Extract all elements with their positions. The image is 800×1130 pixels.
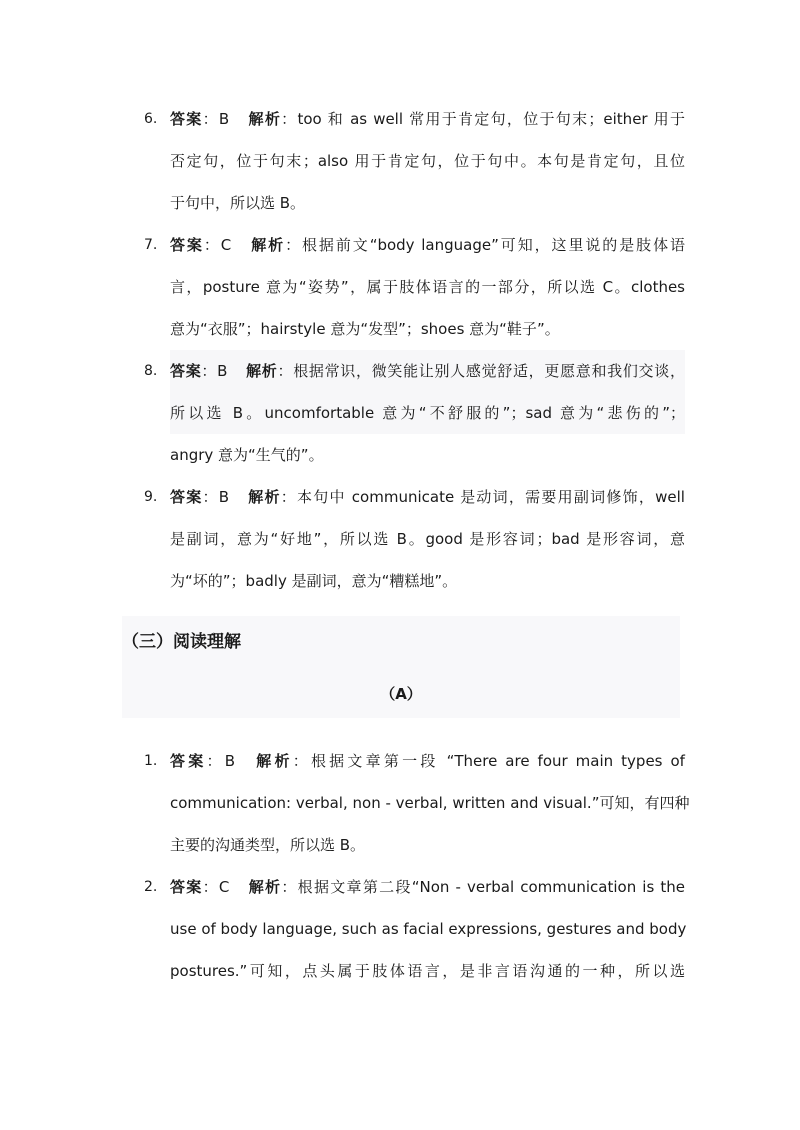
- section-header: [122, 616, 680, 718]
- analysis-text: postures.”可知，点头属于肢体语言，是非言语沟通的一种，所以选: [170, 962, 685, 980]
- item-number: 8.: [144, 363, 158, 379]
- item-number: 7.: [144, 237, 158, 253]
- analysis-text: 根据前文“body language”可知，这里说的是肢体语: [302, 236, 685, 254]
- analysis-text: communication: verbal, non - verbal, written and visual.”可知，有四种: [170, 794, 690, 812]
- answer-value: B: [218, 110, 230, 128]
- answer-label: 答案: [170, 752, 207, 770]
- analysis-text: 根据文章第二段“Non - verbal communication is the: [297, 878, 685, 896]
- item-number: 6.: [144, 111, 158, 127]
- answer-value: B: [224, 752, 235, 770]
- answer-value: C: [218, 878, 230, 896]
- analysis-text: 为“坏的”；badly 是副词，意为“糟糕地”。: [170, 572, 458, 590]
- analysis-text: 言，posture 意为“姿势”，属于肢体语言的一部分，所以选 C。clothes: [170, 278, 685, 296]
- analysis-text: 主要的沟通类型，所以选 B。: [170, 836, 366, 854]
- analysis-text: 根据文章第一段 “There are four main types of: [310, 752, 685, 770]
- answer-label: 答案: [170, 878, 203, 896]
- analysis-label: 解析: [247, 488, 281, 506]
- item-number: 1.: [144, 753, 158, 769]
- analysis-label: 解析: [253, 752, 293, 770]
- analysis-text: 根据常识，微笑能让别人感觉舒适，更愿意和我们交谈，: [293, 362, 685, 380]
- analysis-label: 解析: [249, 236, 286, 254]
- analysis-label: 解析: [245, 362, 278, 380]
- answer-label: 答案: [170, 488, 203, 506]
- answer-label: 答案: [170, 362, 202, 380]
- answer-value: B: [217, 362, 228, 380]
- analysis-text: 本句中 communicate 是动词，需要用副词修饰，well: [297, 488, 685, 506]
- answer-value: B: [218, 488, 230, 506]
- analysis-text: too 和 as well 常用于肯定句，位于句末；either 用于: [297, 110, 685, 128]
- document-page: 6. 答案：B 解析：too 和 as well 常用于肯定句，位于句末；either 用于 否定句，位于句末；also 用于肯定句，位于句中。本句是肯定句，且位 于句中，所以选 B。 7. 答案：C 解析：根据前文“body language”可知，这里说的是肢体语 言，posture 意为“姿势”，属于肢体语言的一部分，所以选 C。clothes 意为“衣服”；hairstyle 意为“发型”；shoes 意为“鞋子”。 8. 答案：B 解析：根据常识，微笑能让别人感觉舒适，更愿意和我们交谈， 所以选 B。uncomfortable 意为“不舒服的”；sad 意为“悲伤的”； angry 意为“生气的”。 9. 答案：B 解析：本句中 communicate 是动词，需要用副词修饰，well 是副词，意为“好地”，所以选 B。good 是形容词；bad 是形容词，意 为“坏的”；badly 是副词，意为“糟糕地”。 （三）阅读理解 （A） 1. 答案：B 解析：根据文章第一段 “There are four main types of communication: verbal, non - verbal, written and visual.”可知，有四种 主要的沟通类型，所以选 B。 2. 答案：C 解析：根据文章第二段“Non - verbal communication is the use of body language, such as facial expressions, gestures and body postures.”可知，点头属于肢体语言，是非言语沟通的一种，所以选: [0, 0, 800, 1130]
- section-title: （三）阅读理解: [122, 632, 241, 652]
- analysis-text: angry 意为“生气的”。: [170, 446, 324, 464]
- item-number: 2.: [144, 879, 158, 895]
- item-number: 9.: [144, 489, 158, 505]
- analysis-text: 是副词，意为“好地”，所以选 B。good 是形容词；bad 是形容词，意: [170, 530, 685, 548]
- analysis-text: 于句中，所以选 B。: [170, 194, 306, 212]
- passage-title: （A）: [380, 685, 422, 703]
- analysis-text: 意为“衣服”；hairstyle 意为“发型”；shoes 意为“鞋子”。: [170, 320, 560, 338]
- analysis-text: use of body language, such as facial expressions, gestures and body: [170, 920, 687, 938]
- answer-label: 答案: [170, 110, 203, 128]
- answer-label: 答案: [170, 236, 204, 254]
- answer-value: C: [220, 236, 232, 254]
- analysis-text: 否定句，位于句末；also 用于肯定句，位于句中。本句是肯定句，且位: [170, 152, 685, 170]
- analysis-label: 解析: [247, 878, 282, 896]
- analysis-text: 所以选 B。uncomfortable 意为“不舒服的”；sad 意为“悲伤的”；: [170, 392, 685, 434]
- analysis-label: 解析: [247, 110, 282, 128]
